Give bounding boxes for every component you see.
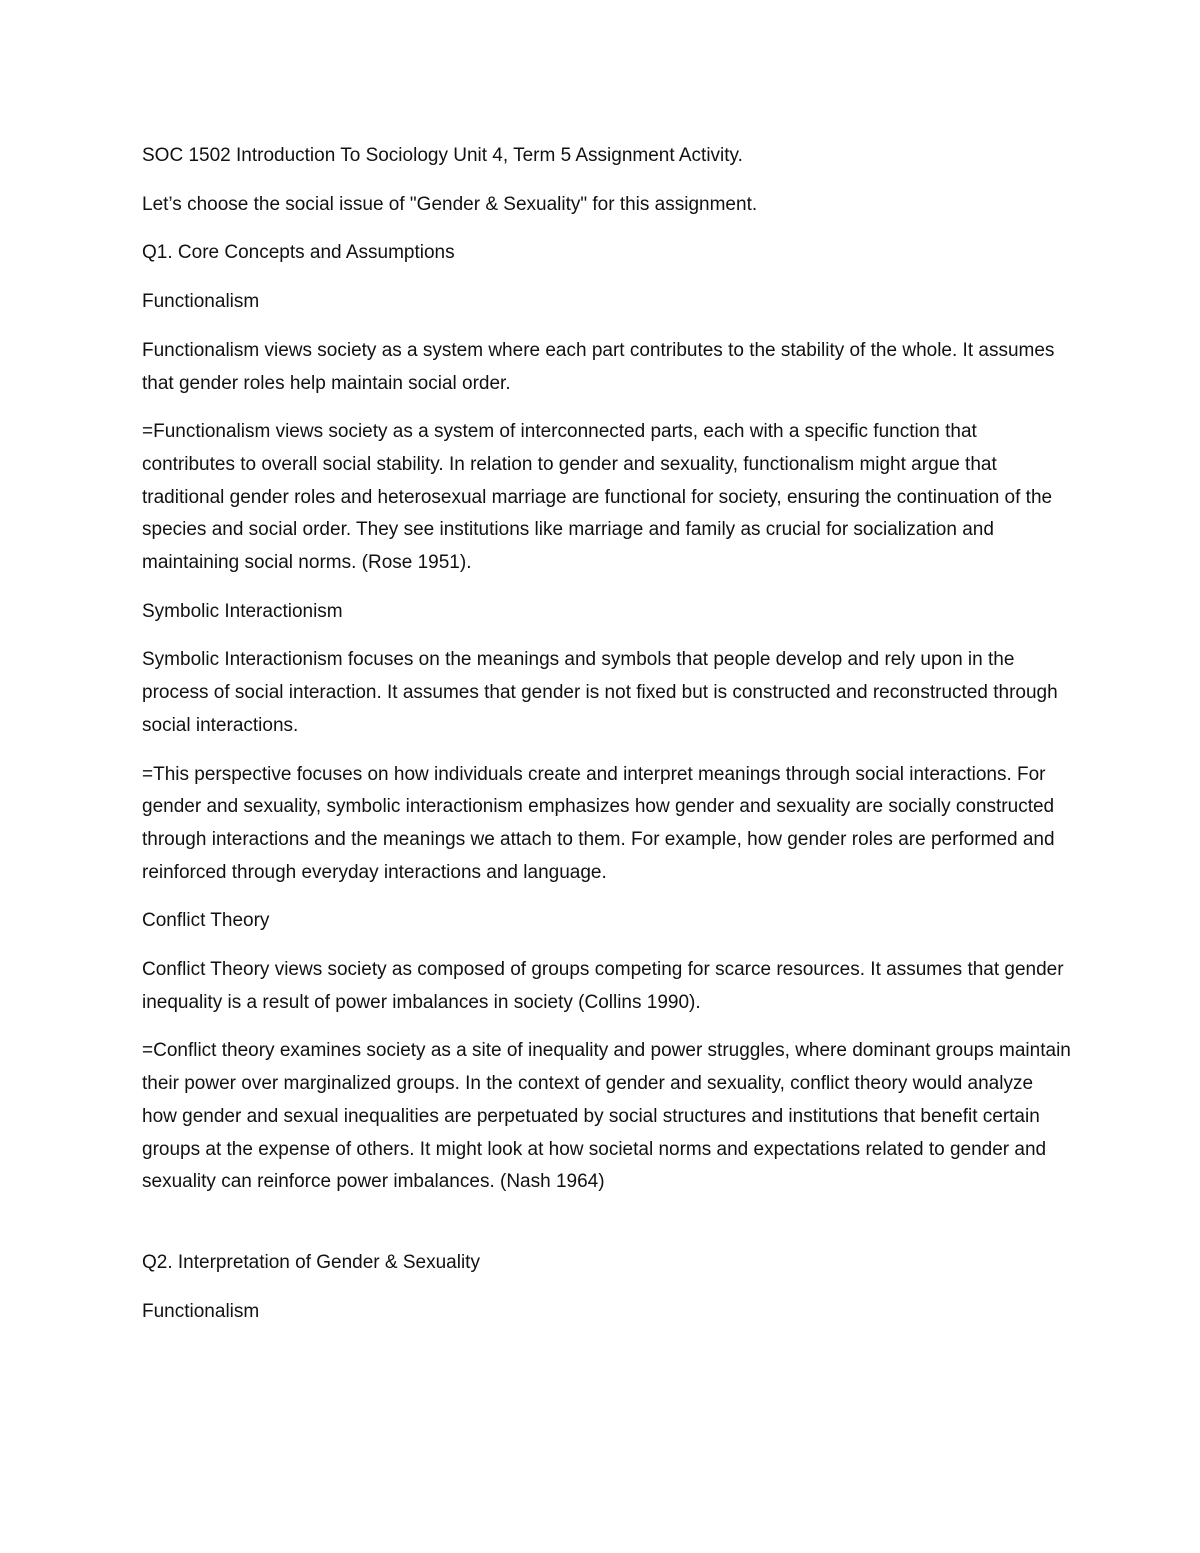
conflict-theory-paragraph-2: =Conflict theory examines society as a site of inequality and power struggles, where dominant groups maintain their power over marginalized groups. In the context of gender and sexuality, conflict theory would analyze how gender and sexual inequalities are perpetuated by social structures and institutions that benefit certain groups at the expense of others. It might look at how societal norms and expectations related to gender and sexuality can reinforce power imbalances. (Nash 1964)	[142, 1040, 1071, 1193]
q2-heading: Q2. Interpretation of Gender & Sexuality	[142, 1251, 480, 1273]
conflict-theory-heading: Conflict Theory	[142, 910, 270, 932]
document-title: SOC 1502 Introduction To Sociology Unit 4, Term 5 Assignment Activity.	[142, 145, 743, 166]
document-body	[142, 140, 1072, 1344]
functionalism-heading: Functionalism	[142, 291, 260, 313]
symbolic-interactionism-paragraph-2: =This perspective focuses on how individuals create and interpret meanings through social interactions. For gender and sexuality, symbolic interactionism emphasizes how gender and sexuality are socially constructed through interactions and the meanings we attach to them. For example, how gender roles are performed and reinforced through everyday interactions and language.	[142, 763, 1055, 883]
q1-heading: Q1. Core Concepts and Assumptions	[142, 242, 455, 264]
intro-paragraph: Let’s choose the social issue of "Gender & Sexuality" for this assignment.	[142, 193, 758, 215]
functionalism-paragraph-2: =Functionalism views society as a system of interconnected parts, each with a specific function that contributes to overall social stability. In relation to gender and sexuality, functionalism might argue that traditional gender roles and heterosexual marriage are functional for society, ensuring the continuation of the species and social order. They see institutions like marriage and family as crucial for socialization and maintaining social norms. (Rose 1951).	[142, 421, 1053, 574]
q2-functionalism-heading: Functionalism	[142, 1300, 260, 1322]
conflict-theory-paragraph-1: Conflict Theory views society as composed of groups competing for scarce resources. It assumes that gender inequality is a result of power imbalances in society (Collins 1990).	[142, 959, 1064, 1013]
functionalism-paragraph-1: Functionalism views society as a system where each part contributes to the stability of the whole. It assumes that gender roles help maintain social order.	[142, 339, 1055, 394]
blank-line	[142, 1215, 1072, 1247]
symbolic-interactionism-paragraph-1: Symbolic Interactionism focuses on the meanings and symbols that people develop and rely upon in the process of social interaction. It assumes that gender is not fixed but is constructed and reconstructed through social interactions.	[142, 649, 1058, 736]
symbolic-interactionism-heading: Symbolic Interactionism	[142, 600, 343, 622]
